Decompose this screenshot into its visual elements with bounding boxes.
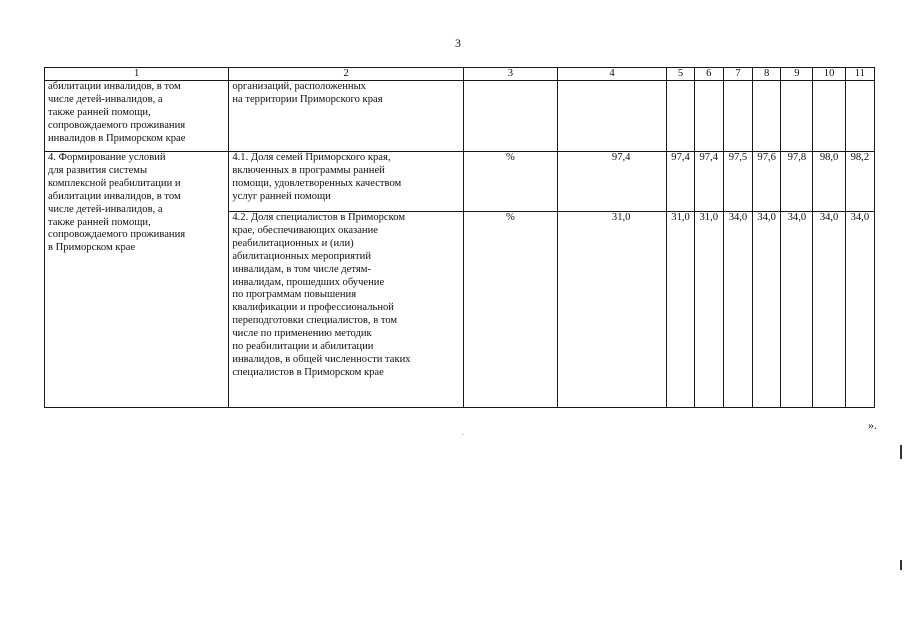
column-header: 4 bbox=[557, 68, 667, 81]
closing-quote-mark: ». bbox=[868, 418, 877, 432]
page-number: 3 bbox=[455, 36, 461, 50]
column-header: 5 bbox=[667, 68, 694, 81]
base-value-cell: 97,4 bbox=[557, 152, 667, 212]
column-header: 9 bbox=[781, 68, 813, 81]
base-value-cell: 31,0 bbox=[557, 212, 667, 408]
indicator-name-cell: организаций, расположенных на территории Приморского края bbox=[229, 81, 464, 152]
year-value-cell bbox=[781, 81, 813, 152]
year-value-cell bbox=[667, 81, 694, 152]
year-value-cell bbox=[845, 81, 874, 152]
unit-cell: % bbox=[464, 212, 558, 408]
indicator-table bbox=[44, 67, 875, 408]
year-value-cell: 31,0 bbox=[667, 212, 694, 408]
scan-edge-mark bbox=[900, 445, 902, 459]
year-value-cell: 98,2 bbox=[845, 152, 874, 212]
year-value-cell bbox=[753, 81, 781, 152]
year-value-cell bbox=[694, 81, 723, 152]
base-value-cell bbox=[557, 81, 667, 152]
year-value-cell: 98,0 bbox=[813, 152, 845, 212]
column-header: 1 bbox=[45, 68, 229, 81]
year-value-cell: 34,0 bbox=[813, 212, 845, 408]
indicator-name-cell: 4.1. Доля семей Приморского края, включенных в программы ранней помощи, удовлетворенных качеством услуг ранней помощи bbox=[229, 152, 464, 212]
year-value-cell: 34,0 bbox=[753, 212, 781, 408]
table-row bbox=[45, 152, 875, 212]
column-header: 10 bbox=[813, 68, 845, 81]
year-value-cell: 97,4 bbox=[694, 152, 723, 212]
column-header: 8 bbox=[753, 68, 781, 81]
year-value-cell bbox=[813, 81, 845, 152]
column-header: 2 bbox=[229, 68, 464, 81]
year-value-cell: 97,5 bbox=[723, 152, 752, 212]
year-value-cell: 97,6 bbox=[753, 152, 781, 212]
year-value-cell bbox=[723, 81, 752, 152]
table-row bbox=[45, 81, 875, 152]
unit-cell: % bbox=[464, 152, 558, 212]
year-value-cell: 34,0 bbox=[781, 212, 813, 408]
stray-dot: . bbox=[462, 428, 464, 437]
column-number-row bbox=[45, 68, 875, 81]
column-header: 11 bbox=[845, 68, 874, 81]
year-value-cell: 34,0 bbox=[723, 212, 752, 408]
indicator-name-cell: 4.2. Доля специалистов в Приморском крае, обеспечивающих оказание реабилитационных и (или) абилитационных мероприятий инвалидам, в том числе детям- инвалидам, прошедших обучение по программам повышения квалификации и профессиональной переподготовки специалистов, в том числе по применению методик по реабилитации и абилитации инвалидов, в общей численности таких специалистов в Приморском крае bbox=[229, 212, 464, 408]
year-value-cell: 97,8 bbox=[781, 152, 813, 212]
year-value-cell: 34,0 bbox=[845, 212, 874, 408]
scan-edge-mark bbox=[900, 560, 902, 570]
unit-cell bbox=[464, 81, 558, 152]
task-description-cell: абилитации инвалидов, в том числе детей-инвалидов, а также ранней помощи, сопровождаемого проживания инвалидов в Приморском крае bbox=[45, 81, 229, 152]
task-description-cell: 4. Формирование условий для развития системы комплексной реабилитации и абилитации инвалидов, в том числе детей-инвалидов, а также ранней помощи, сопровождаемого проживания в Приморском крае bbox=[45, 152, 229, 408]
column-header: 3 bbox=[464, 68, 558, 81]
column-header: 7 bbox=[723, 68, 752, 81]
year-value-cell: 97,4 bbox=[667, 152, 694, 212]
year-value-cell: 31,0 bbox=[694, 212, 723, 408]
column-header: 6 bbox=[694, 68, 723, 81]
